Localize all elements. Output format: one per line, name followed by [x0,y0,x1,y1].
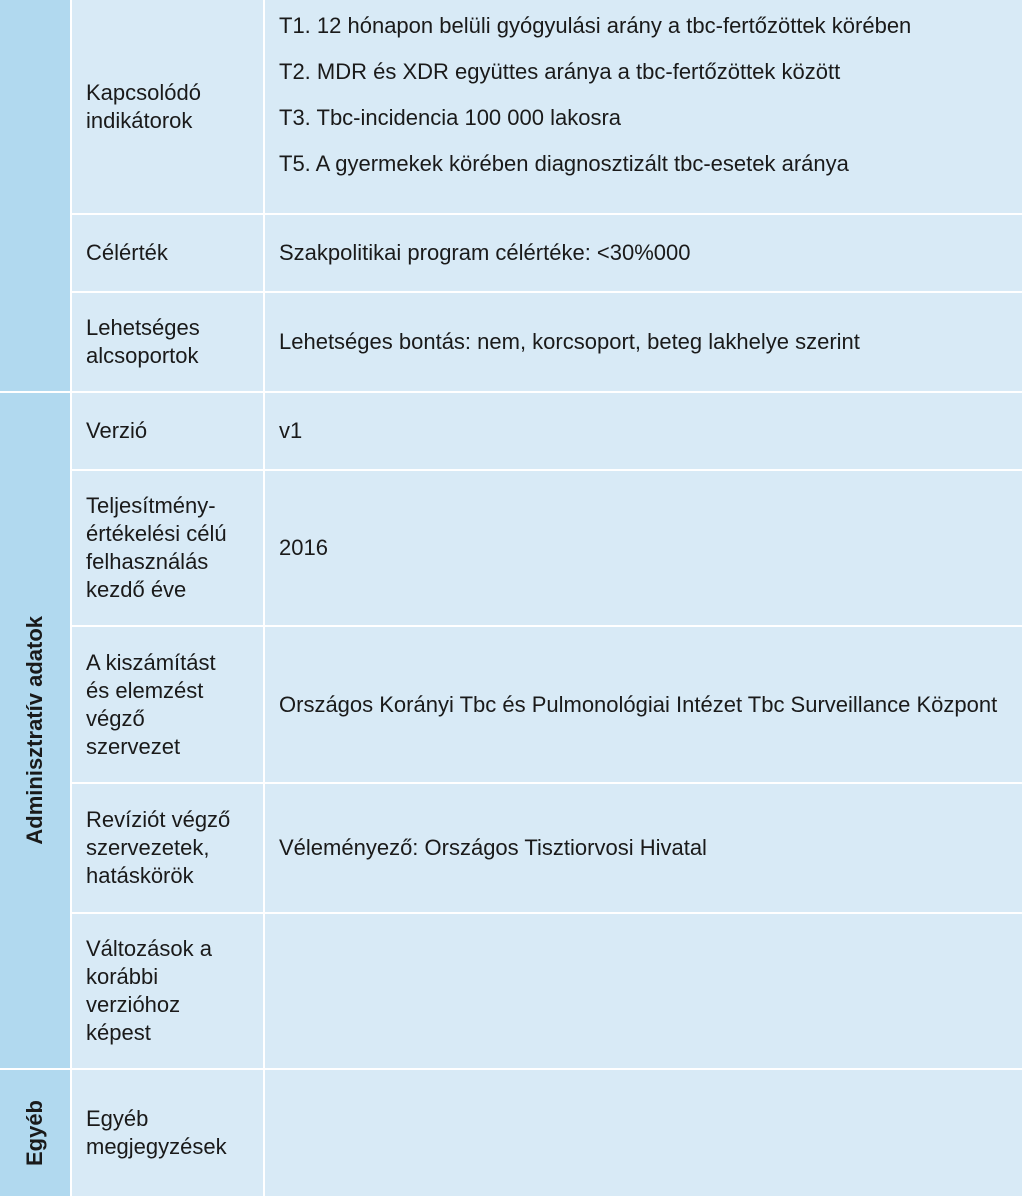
category-cell-other [0,1070,72,1198]
label-revision-orgs: Revíziót végző szervezetek, hatáskörök [86,807,231,888]
label-cell-revision-orgs [72,784,265,914]
value-cell-start-year [265,471,1024,627]
indicator-item: T2. MDR és XDR együttes aránya a tbc-fertőzöttek között [279,59,841,84]
category-cell-blank [0,0,72,393]
category-label-administrative: Adminisztratív adatok [22,616,47,845]
label-calc-org: A kiszámítást és elemzést végző szervezet [86,649,216,759]
value-target-value: Szakpolitikai program célértéke: <30%000 [279,240,691,265]
indicator-item: T1. 12 hónapon belüli gyógyulási arány a tbc-fertőzöttek körében [279,13,912,38]
value-start-year: 2016 [279,535,328,560]
label-notes: Egyéb megjegyzések [86,1106,227,1159]
label-cell-target-value [72,215,265,293]
value-version: v1 [279,418,303,443]
value-cell-version [265,393,1024,471]
category-cell-administrative [0,393,72,1070]
value-cell-related-indicators [265,0,1024,215]
label-cell-notes [72,1070,265,1198]
label-cell-version [72,393,265,471]
label-version: Verzió [86,418,148,443]
value-cell-target-value [265,215,1024,293]
category-label-other: Egyéb [22,1099,47,1167]
label-target-value: Célérték [86,240,168,265]
label-changes: Változások a korábbi verzióhoz képest [86,936,212,1045]
label-subgroups: Lehetséges alcsoportok [86,315,200,368]
value-revision-orgs: Véleményező: Országos Tisztiorvosi Hivatal [279,835,707,860]
label-cell-start-year [72,471,265,627]
value-cell-revision-orgs [265,784,1024,914]
value-subgroups: Lehetséges bontás: nem, korcsoport, beteg lakhelye szerint [279,329,860,354]
indicator-item: T3. Tbc-incidencia 100 000 lakosra [279,105,622,130]
label-related-indicators: Kapcsolódó indikátorok [86,79,201,133]
label-cell-related-indicators [72,0,265,215]
value-cell-notes [265,1070,1024,1198]
value-cell-changes [265,914,1024,1070]
value-cell-subgroups [265,293,1024,393]
value-cell-calc-org [265,627,1024,784]
label-cell-subgroups [72,293,265,393]
value-calc-org: Országos Korányi Tbc és Pulmonológiai Intézet Tbc Surveillance Központ [279,691,998,717]
label-start-year: Teljesítmény- értékelési célú felhasználás kezdő éve [86,493,227,602]
label-cell-calc-org [72,627,265,784]
label-cell-changes [72,914,265,1070]
indicator-item: T5. A gyermekek körében diagnosztizált tbc-esetek aránya [279,151,849,176]
